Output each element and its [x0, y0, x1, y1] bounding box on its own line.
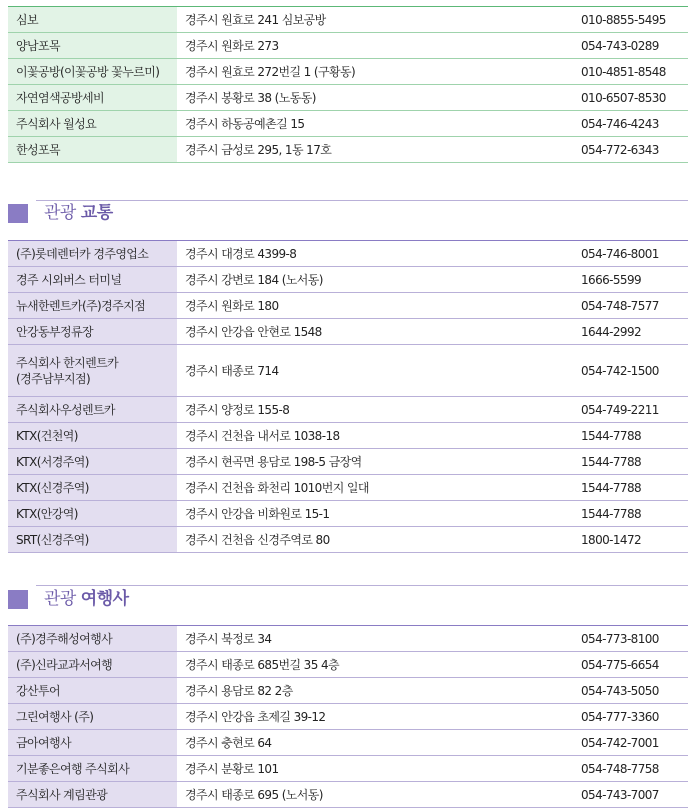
- address-cell: 경주시 분황로 101: [185, 761, 279, 776]
- table-row: [8, 33, 688, 59]
- phone-cell: 1644-2992: [581, 324, 642, 339]
- address-cell: 경주시 용담로 82 2층: [185, 683, 293, 698]
- address-cell: 경주시 건천읍 내서로 1038-18: [185, 428, 340, 443]
- table-row: [8, 7, 688, 33]
- address-cell: 경주시 원효로 241 심보공방: [185, 12, 326, 27]
- transport-heading-rule: [36, 200, 688, 201]
- name-cell: 금아여행사: [8, 730, 177, 755]
- address-cell: 경주시 태종로 685번길 35 4층: [185, 657, 339, 672]
- heading-square-icon: [8, 590, 28, 609]
- table-row: [8, 59, 688, 85]
- table-row: [8, 527, 688, 553]
- table-row: [8, 397, 688, 423]
- phone-cell: 1544-7788: [581, 506, 642, 521]
- phone-cell: 1666-5599: [581, 272, 642, 287]
- phone-cell: 054-749-2211: [581, 402, 659, 417]
- address-cell: 경주시 원화로 180: [185, 298, 279, 313]
- name-cell: 주식회사 한지렌트카 (경주남부지점): [8, 345, 177, 396]
- phone-cell: 1544-7788: [581, 454, 642, 469]
- table-row: [8, 293, 688, 319]
- name-cell: KTX(서경주역): [8, 449, 177, 474]
- address-cell: 경주시 안강읍 초제길 39-12: [185, 709, 326, 724]
- phone-cell: 1800-1472: [581, 532, 642, 547]
- shops-table: [8, 7, 688, 163]
- table-row: [8, 678, 688, 704]
- address-cell: 경주시 대경로 4399-8: [185, 246, 297, 261]
- name-cell: 심보: [8, 7, 177, 32]
- table-row: [8, 241, 688, 267]
- heading-square-icon: [8, 204, 28, 223]
- travel-heading-text: 관광 여행사: [44, 589, 129, 609]
- table-row: [8, 756, 688, 782]
- phone-cell: 054-748-7577: [581, 298, 659, 313]
- travel-table: [8, 626, 688, 808]
- transport-heading: [0, 204, 692, 234]
- name-cell: SRT(신경주역): [8, 527, 177, 552]
- name-cell: 강산투어: [8, 678, 177, 703]
- name-cell: 양남포목: [8, 33, 177, 58]
- name-cell: 뉴새한렌트카(주)경주지점: [8, 293, 177, 318]
- address-cell: 경주시 북정로 34: [185, 631, 272, 646]
- phone-cell: 054-743-5050: [581, 683, 659, 698]
- name-cell: 주식회사 월성요: [8, 111, 177, 136]
- address-cell: 경주시 봉황로 38 (노동동): [185, 90, 316, 105]
- phone-cell: 1544-7788: [581, 428, 642, 443]
- address-cell: 경주시 원화로 273: [185, 38, 279, 53]
- phone-cell: 054-743-7007: [581, 787, 659, 802]
- phone-cell: 054-777-3360: [581, 709, 659, 724]
- address-cell: 경주시 건천읍 신경주역로 80: [185, 532, 330, 547]
- table-row: [8, 111, 688, 137]
- table-row: [8, 267, 688, 293]
- address-cell: 경주시 원효로 272번길 1 (구황동): [185, 64, 356, 79]
- address-cell: 경주시 현곡면 용담로 198-5 금장역: [185, 454, 362, 469]
- transport-table: [8, 241, 688, 553]
- name-cell: 한성포목: [8, 137, 177, 162]
- phone-cell: 054-742-7001: [581, 735, 659, 750]
- table-row: [8, 475, 688, 501]
- phone-cell: 054-775-6654: [581, 657, 659, 672]
- table-row: [8, 85, 688, 111]
- address-cell: 경주시 강변로 184 (노서동): [185, 272, 323, 287]
- name-cell: 주식회사우성렌트카: [8, 397, 177, 422]
- table-row: [8, 449, 688, 475]
- address-cell: 경주시 태종로 714: [185, 363, 279, 378]
- address-cell: 경주시 태종로 695 (노서동): [185, 787, 323, 802]
- table-row: [8, 626, 688, 652]
- table-row: [8, 423, 688, 449]
- transport-heading-text: 관광 교통: [44, 203, 113, 223]
- name-cell: (주)경주해성여행사: [8, 626, 177, 651]
- table-row: [8, 345, 688, 397]
- table-row: [8, 652, 688, 678]
- name-cell: 자연염색공방세비: [8, 85, 177, 110]
- name-cell: KTX(안강역): [8, 501, 177, 526]
- table-row: [8, 319, 688, 345]
- address-cell: 경주시 양정로 155-8: [185, 402, 290, 417]
- name-cell: 경주 시외버스 터미널: [8, 267, 177, 292]
- phone-cell: 010-8855-5495: [581, 12, 666, 27]
- table-row: [8, 501, 688, 527]
- name-cell: 안강동부정류장: [8, 319, 177, 344]
- phone-cell: 054-742-1500: [581, 363, 659, 378]
- name-cell: KTX(건천역): [8, 423, 177, 448]
- phone-cell: 054-773-8100: [581, 631, 659, 646]
- table-row: [8, 730, 688, 756]
- phone-cell: 1544-7788: [581, 480, 642, 495]
- name-cell: (주)롯데렌터카 경주영업소: [8, 241, 177, 266]
- address-cell: 경주시 안강읍 비화원로 15-1: [185, 506, 330, 521]
- phone-cell: 010-4851-8548: [581, 64, 666, 79]
- name-cell: (주)신라교과서여행: [8, 652, 177, 677]
- address-cell: 경주시 안강읍 안현로 1548: [185, 324, 322, 339]
- phone-cell: 054-772-6343: [581, 142, 659, 157]
- phone-cell: 054-746-4243: [581, 116, 659, 131]
- phone-cell: 054-743-0289: [581, 38, 659, 53]
- phone-cell: 054-748-7758: [581, 761, 659, 776]
- address-cell: 경주시 건천읍 화천리 1010번지 일대: [185, 480, 369, 495]
- phone-cell: 010-6507-8530: [581, 90, 666, 105]
- name-cell: 이꽃공방(이꽃공방 꽃누르미): [8, 59, 177, 84]
- address-cell: 경주시 하동공예촌길 15: [185, 116, 305, 131]
- name-cell: 주식회사 계림관광: [8, 782, 177, 807]
- address-cell: 경주시 금성로 295, 1동 17호: [185, 142, 332, 157]
- name-cell: 그린여행사 (주): [8, 704, 177, 729]
- phone-cell: 054-746-8001: [581, 246, 659, 261]
- travel-heading: [0, 590, 692, 620]
- table-row: [8, 137, 688, 163]
- address-cell: 경주시 충현로 64: [185, 735, 272, 750]
- travel-heading-rule: [36, 585, 688, 586]
- name-cell: 기분좋은여행 주식회사: [8, 756, 177, 781]
- table-row: [8, 782, 688, 808]
- name-cell: KTX(신경주역): [8, 475, 177, 500]
- table-row: [8, 704, 688, 730]
